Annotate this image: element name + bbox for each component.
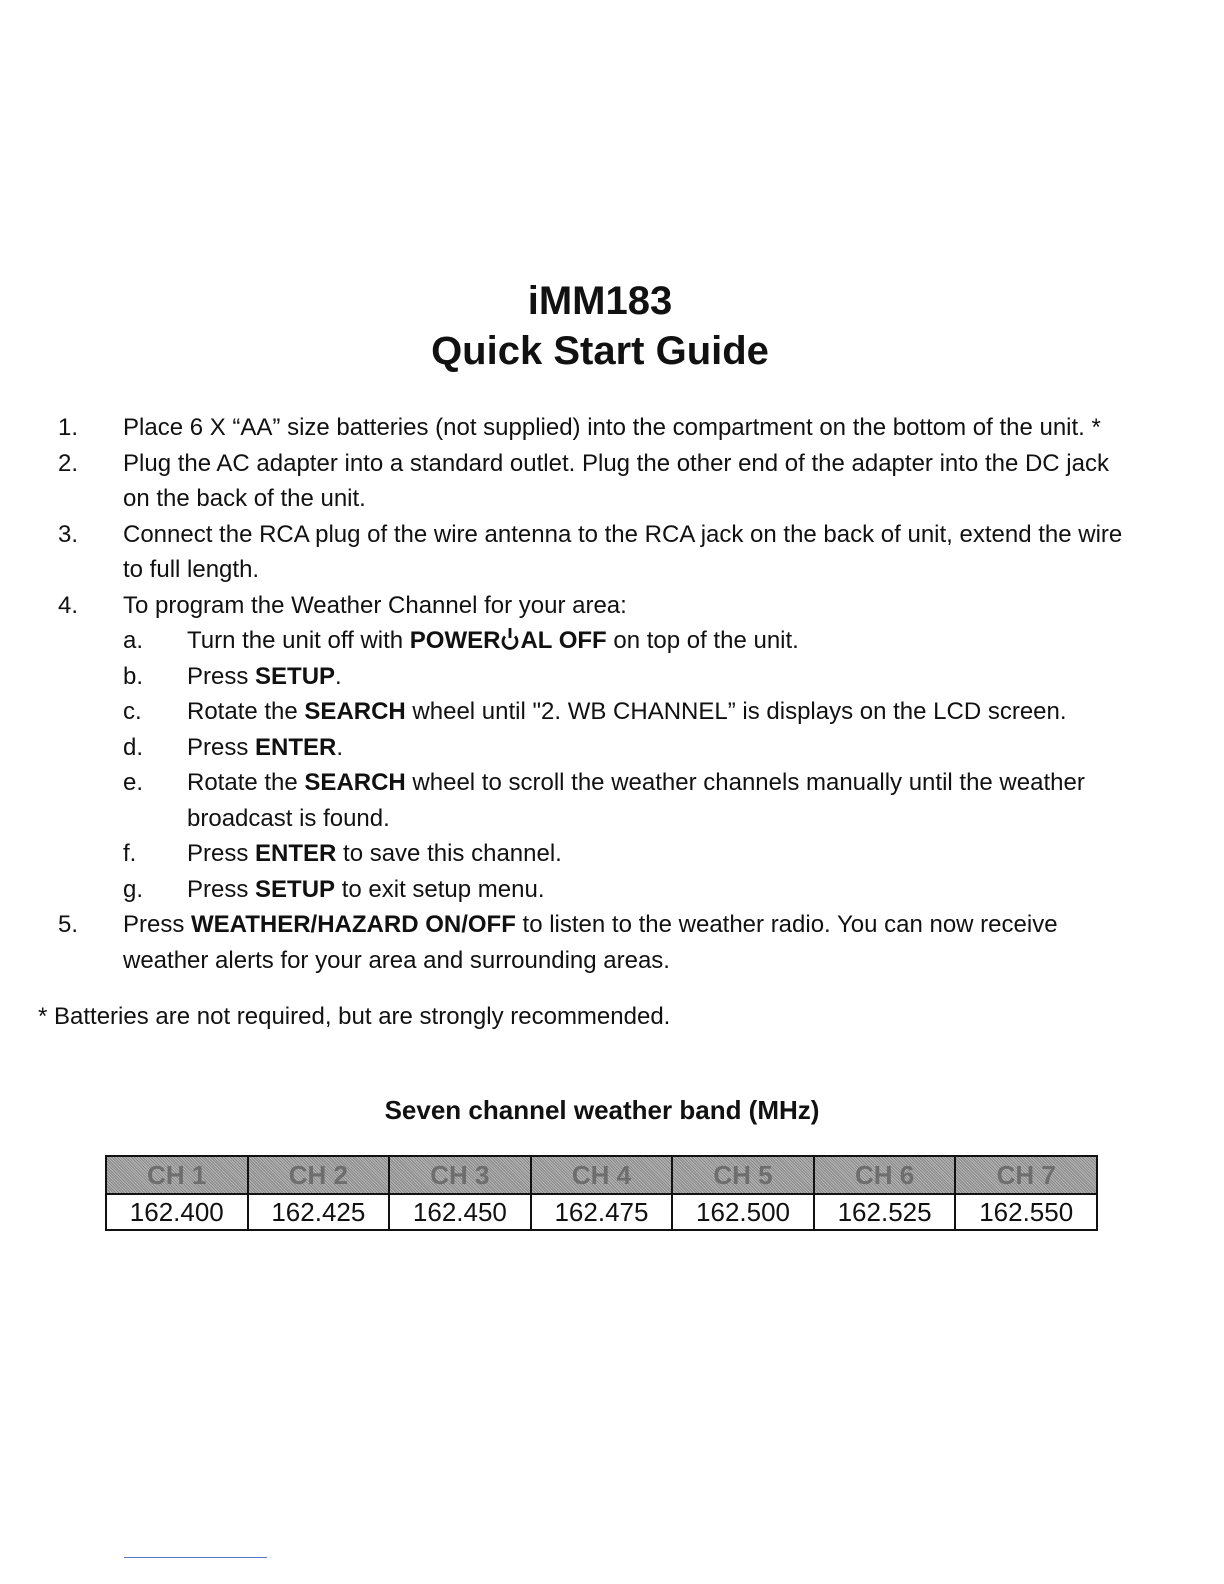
step-2	[0, 446, 1224, 482]
weather-band-table	[105, 1155, 1098, 1231]
footer-rule	[124, 1557, 267, 1558]
step-1	[0, 410, 1224, 446]
substep-e-continued	[0, 801, 1224, 837]
frequency-cell: 162.400	[106, 1194, 248, 1230]
substep-d	[0, 730, 1224, 766]
step-number: 4.	[58, 591, 79, 619]
step-text: on the back of the unit.	[123, 485, 366, 512]
step-4	[0, 588, 1224, 624]
substep-text: Press	[187, 733, 256, 761]
substep-text: wheel until "2. WB CHANNEL” is displays on the LCD screen.	[405, 698, 1067, 725]
battery-footnote: * Batteries are not required, but are strongly recommended.	[38, 1003, 671, 1030]
substep-text: on top of the unit.	[606, 627, 799, 654]
step-2-continued	[0, 481, 1224, 517]
substep-text: Turn the unit off with	[187, 627, 410, 654]
step-5	[0, 907, 1224, 943]
step-text: Place 6 X “AA” size batteries (not supplied) into the compartment on the bottom of the unit. *	[123, 414, 1101, 441]
substep-g	[0, 872, 1224, 908]
substep-a	[0, 623, 1224, 659]
step-text: weather alerts for your area and surrounding areas.	[123, 946, 670, 974]
step-5-continued	[0, 943, 1224, 979]
model-title: iMM183	[527, 279, 673, 323]
column-header: CH 5	[672, 1156, 814, 1194]
substep-text: Rotate the	[187, 769, 305, 796]
table-header-row	[106, 1156, 1097, 1194]
substep-text: .	[335, 662, 342, 690]
substep-letter: b.	[123, 662, 144, 690]
substep-text: Press	[187, 875, 256, 903]
column-header: CH 2	[248, 1156, 390, 1194]
column-header: CH 6	[814, 1156, 956, 1194]
table-row	[106, 1194, 1097, 1230]
frequency-cell: 162.550	[955, 1194, 1097, 1230]
step-3	[0, 517, 1224, 553]
substep-letter: e.	[123, 769, 144, 796]
step-3-continued	[0, 552, 1224, 588]
frequency-cell: 162.475	[531, 1194, 673, 1230]
step-number: 5.	[58, 911, 79, 938]
substep-text: .	[336, 733, 344, 761]
column-header: CH 3	[389, 1156, 531, 1194]
step-text: Connect the RCA plug of the wire antenna to the RCA jack on the back of unit, extend the wire	[123, 520, 1123, 548]
al-off-label: AL OFF	[520, 627, 607, 654]
frequency-cell: 162.425	[248, 1194, 390, 1230]
step-number: 2.	[58, 449, 79, 477]
substep-letter: g.	[123, 875, 144, 903]
column-header: CH 4	[531, 1156, 673, 1194]
key-label: WEATHER/HAZARD ON/OFF	[191, 911, 516, 938]
step-number: 3.	[58, 520, 79, 548]
substep-text: Press	[187, 662, 256, 690]
step-text: Press	[123, 911, 192, 938]
substep-text: Rotate the	[187, 698, 305, 725]
title-block	[0, 276, 1200, 376]
substep-b	[0, 659, 1224, 695]
substep-letter: c.	[123, 698, 142, 725]
step-text: to listen to the weather radio. You can now receive	[515, 911, 1058, 938]
key-label: ENTER	[255, 840, 337, 867]
key-label: SETUP	[255, 875, 336, 903]
substep-text: broadcast is found.	[187, 804, 390, 832]
substep-e	[0, 765, 1224, 801]
substep-text: to exit setup menu.	[335, 875, 545, 903]
instruction-list	[0, 410, 1224, 978]
substep-c	[0, 694, 1224, 730]
step-text: Plug the AC adapter into a standard outlet. Plug the other end of the adapter into the DC jack	[123, 449, 1109, 477]
frequency-cell: 162.450	[389, 1194, 531, 1230]
key-label: SEARCH	[304, 698, 406, 725]
step-number: 1.	[58, 414, 79, 441]
power-label: POWER	[409, 627, 501, 654]
substep-f	[0, 836, 1224, 872]
step-text: to full length.	[123, 556, 260, 583]
substep-text: wheel to scroll the weather channels manually until the weather	[405, 769, 1085, 796]
substep-text: to save this channel.	[336, 840, 562, 867]
frequency-cell: 162.500	[672, 1194, 814, 1230]
substep-letter: f.	[123, 840, 137, 867]
key-label: SEARCH	[304, 769, 406, 796]
frequency-cell: 162.525	[814, 1194, 956, 1230]
substep-letter: a.	[123, 627, 144, 654]
table-title: Seven channel weather band (MHz)	[384, 1095, 820, 1125]
power-icon	[500, 627, 520, 651]
substep-letter: d.	[123, 733, 144, 761]
key-label: ENTER	[255, 733, 337, 761]
substep-text: Press	[187, 840, 256, 867]
column-header: CH 7	[955, 1156, 1097, 1194]
column-header: CH 1	[106, 1156, 248, 1194]
key-label: SETUP	[255, 662, 336, 690]
guide-title: Quick Start Guide	[431, 329, 769, 373]
step-text: To program the Weather Channel for your area:	[123, 591, 627, 619]
